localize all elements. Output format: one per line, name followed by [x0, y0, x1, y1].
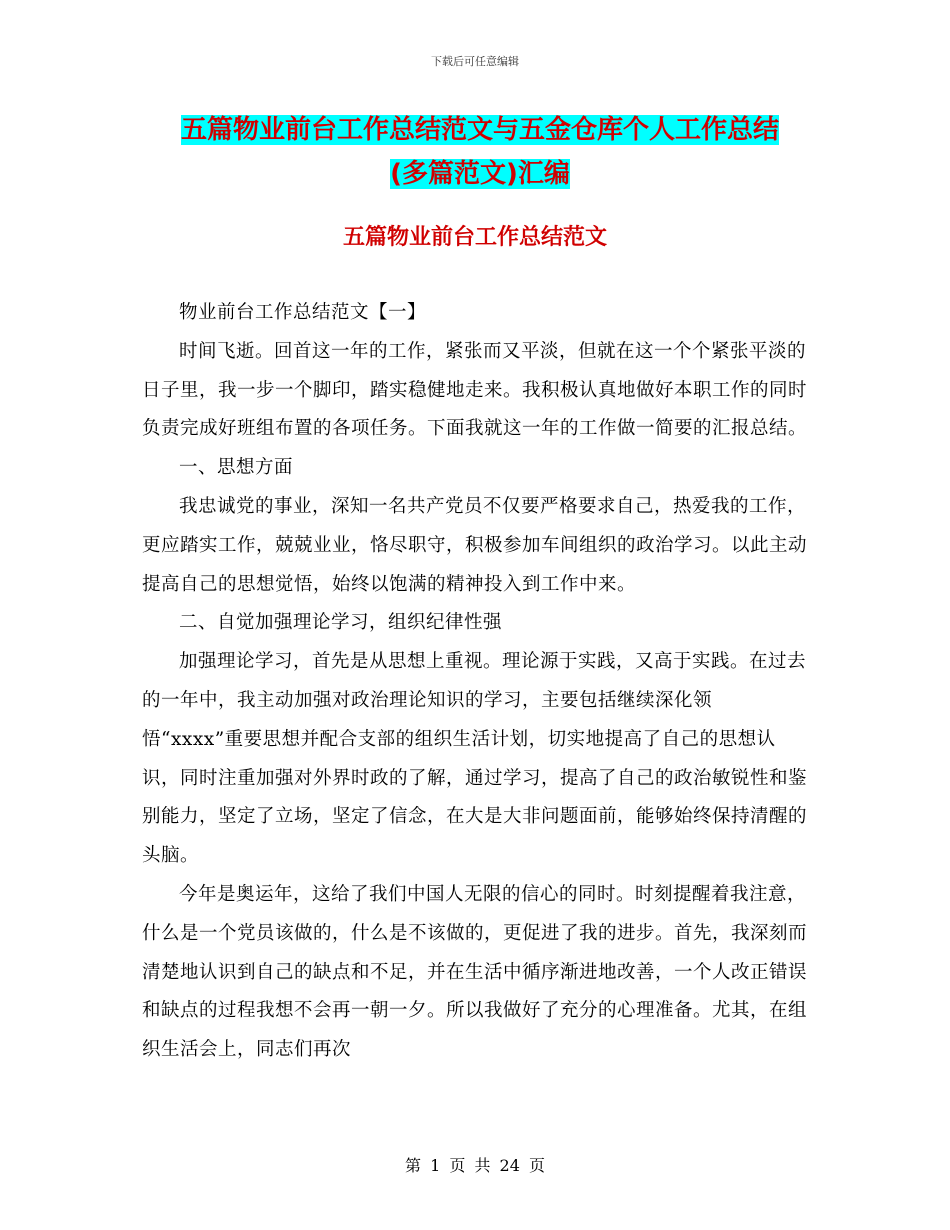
paragraph: 二、自觉加强理论学习，组织纪律性强: [179, 612, 503, 634]
title-line-2: (多篇范文)汇编: [390, 159, 570, 189]
title-line-1: 五篇物业前台工作总结范文与五金仓库个人工作总结: [180, 115, 779, 145]
paragraph: 物业前台工作总结范文【一】: [179, 302, 427, 323]
paragraph: 加强理论学习，首先是从思想上重视。理论源于实践，又高于实践。在过去的一年中，我主动加强对政治理论知识的学习，主要包括继续深化领悟“xxxx”重要思想并配合支部的组织生活计划，切实地提高了自己的思想认识，同时注重加强对外界时政的了解，通过学习，提高了自己的政治敏锐性和鉴别能力，坚定了立场，坚定了信念，在大是大非问题面前，能够始终保持清醒的头脑。: [142, 651, 808, 867]
document-title: [140, 108, 820, 196]
header-note: 下载后可任意编辑: [431, 55, 519, 68]
section-title: 五篇物业前台工作总结范文: [342, 225, 607, 250]
page-footer: 第 1 页 共 24 页: [405, 1156, 545, 1175]
paragraph: 一、思想方面: [179, 457, 294, 479]
paragraph: 今年是奥运年，这给了我们中国人无限的信心的同时。时刻提醒着我注意，什么是一个党员该做的，什么是不该做的，更促进了我的进步。首先，我深刻而清楚地认识到自己的缺点和不足，并在生活中循序渐进地改善，一个人改正错误和缺点的过程我想不会再一朝一夕。所以我做好了充分的心理准备。尤其，在组织生活会上，同志们再次: [142, 883, 808, 1061]
paragraph: 我忠诚党的事业，深知一名共产党员不仅要严格要求自己，热爱我的工作，更应踏实工作，兢兢业业，恪尽职守，积极参加车间组织的政治学习。以此主动提高自己的思想觉悟，始终以饱满的精神投入到工作中来。: [142, 495, 808, 595]
paragraph: 时间飞逝。回首这一年的工作，紧张而又平淡，但就在这一个个紧张平淡的日子里，我一步一个脚印，踏实稳健地走来。我积极认真地做好本职工作的同时负责完成好班组布置的各项任务。下面我就这一年的工作做一简要的汇报总结。: [142, 340, 808, 440]
body-text: [142, 294, 812, 1070]
